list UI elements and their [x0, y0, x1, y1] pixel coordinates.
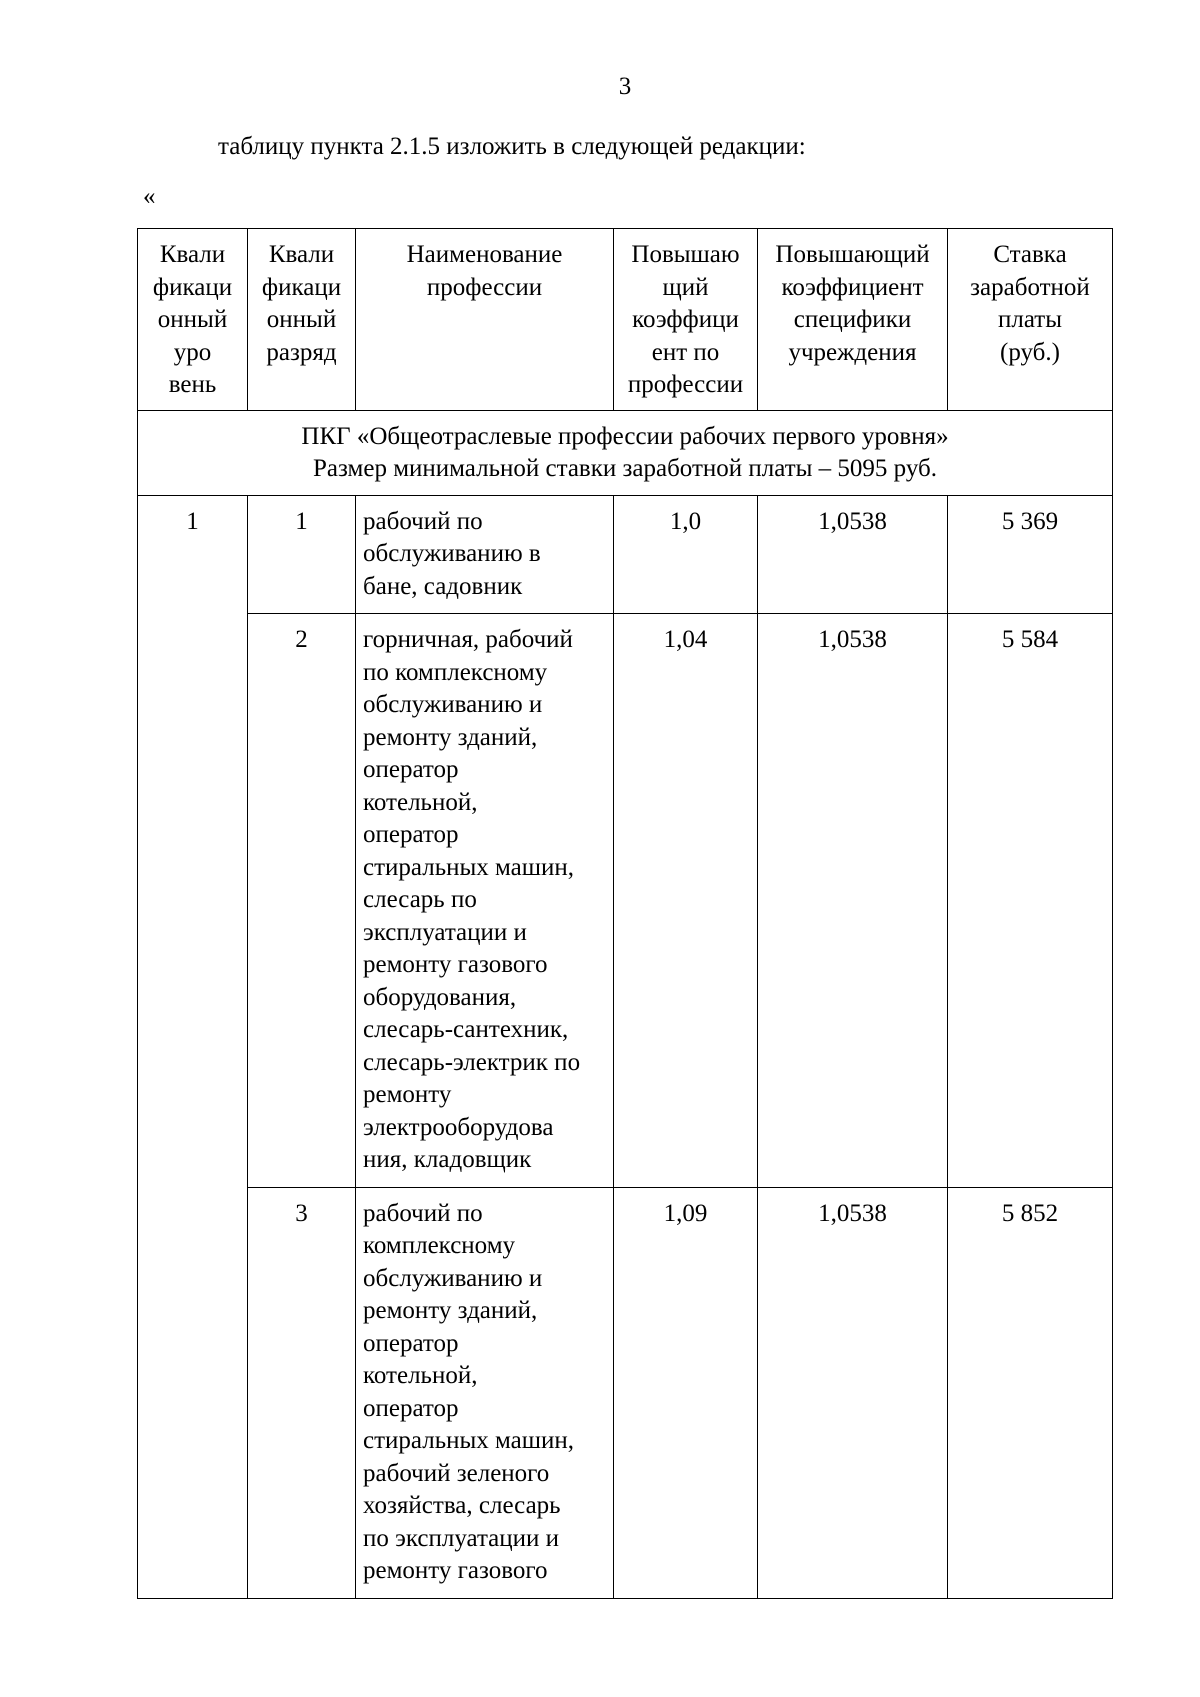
page-number: 3	[618, 73, 632, 100]
group-heading-cell	[138, 410, 1113, 495]
pay-rate-cell: 5 369	[948, 495, 1113, 614]
table-row	[138, 495, 1113, 614]
header-qualification-grade: Квали фикаци онный разряд	[248, 229, 356, 411]
pay-rate-table	[137, 228, 1113, 1599]
group-title: ПКГ «Общеотраслевые профессии рабочих первого уровня»	[301, 422, 949, 450]
header-profession-name: Наименование профессии	[356, 229, 614, 411]
profession-cell: рабочий по обслуживанию в бане, садовник	[356, 495, 614, 614]
header-institution-coefficient: Повышающий коэффициент специфики учреждения	[758, 229, 948, 411]
table-row	[138, 1187, 1113, 1598]
profession-cell: рабочий по комплексному обслуживанию и ремонту зданий, оператор котельной, оператор стиральных машин, рабочий зеленого хозяйства, слесарь по эксплуатации и ремонту газового	[356, 1187, 614, 1598]
pay-rate-cell: 5 584	[948, 614, 1113, 1188]
institution-coefficient-cell: 1,0538	[758, 495, 948, 614]
header-qualification-level: Квали фикаци онный уро вень	[138, 229, 248, 411]
table-header-row	[138, 229, 1113, 411]
profession-coefficient-cell: 1,04	[614, 614, 758, 1188]
intro-text: таблицу пункта 2.1.5 изложить в следующей редакции:	[218, 133, 806, 160]
institution-coefficient-cell: 1,0538	[758, 614, 948, 1188]
table-row	[138, 614, 1113, 1188]
pay-rate-cell: 5 852	[948, 1187, 1113, 1598]
group-heading-row	[138, 410, 1113, 495]
group-min-rate: Размер минимальной ставки заработной платы – 5095 руб.	[313, 454, 937, 482]
grade-cell: 1	[248, 495, 356, 614]
profession-coefficient-cell: 1,09	[614, 1187, 758, 1598]
qualification-level-cell: 1	[138, 495, 248, 1598]
grade-cell: 2	[248, 614, 356, 1188]
header-profession-coefficient: Повышаю щий коэффици ент по профессии	[614, 229, 758, 411]
profession-coefficient-cell: 1,0	[614, 495, 758, 614]
header-pay-rate: Ставка заработной платы (руб.)	[948, 229, 1113, 411]
grade-cell: 3	[248, 1187, 356, 1598]
profession-cell: горничная, рабочий по комплексному обслуживанию и ремонту зданий, оператор котельной, оператор стиральных машин, слесарь по эксплуатации и ремонту газового оборудования, слесарь-сантехник, слесарь-электрик по ремонту электрооборудова ния, кладовщик	[356, 614, 614, 1188]
institution-coefficient-cell: 1,0538	[758, 1187, 948, 1598]
opening-quote: «	[143, 183, 156, 210]
